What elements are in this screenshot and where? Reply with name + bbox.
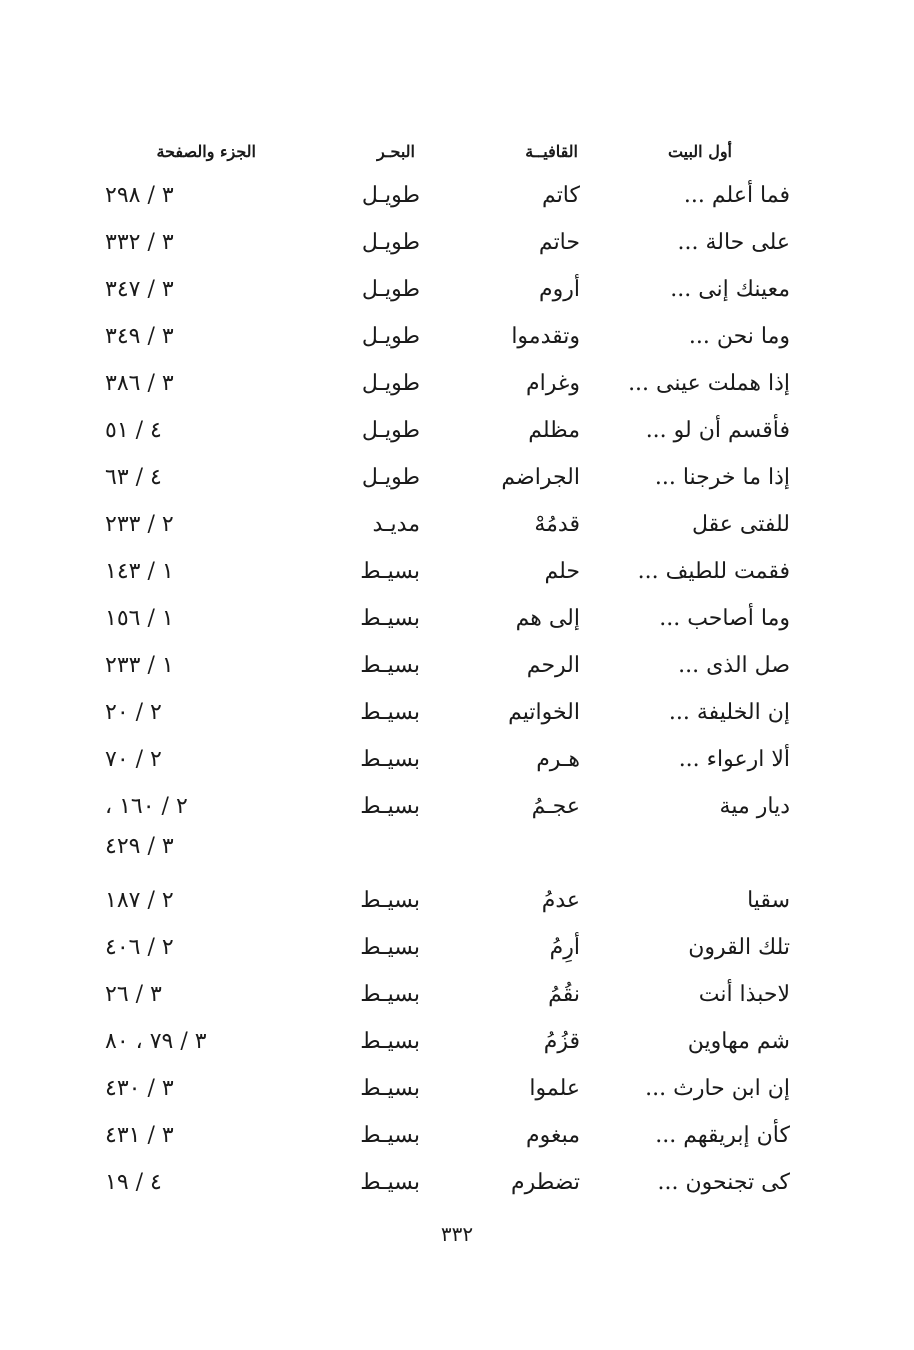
rhyme-word: تضطرم xyxy=(510,1170,580,1195)
meter-name: بسيـط xyxy=(360,559,420,584)
meter-name: بسيـط xyxy=(360,653,420,678)
rhyme-word: هـرم xyxy=(536,747,580,772)
volume-page-ref xyxy=(105,1116,255,1156)
volume-page-ref xyxy=(105,599,255,639)
verse-opening: تلك القرون xyxy=(688,935,790,960)
verse-opening: وما نحن ... xyxy=(688,324,790,349)
table-row xyxy=(105,689,800,736)
table-row xyxy=(105,1112,800,1159)
volume-page-ref xyxy=(105,1163,255,1203)
header-rhyme: القافيــة xyxy=(525,142,578,161)
rhyme-word: مبغوم xyxy=(525,1123,580,1148)
ref-line: ١ / ١٥٦ xyxy=(105,606,174,631)
meter-name: بسيـط xyxy=(360,700,420,725)
ref-line: ٢ / ٢٣٣ xyxy=(105,512,174,537)
verse-opening: فقمت للطيف ... xyxy=(637,559,790,584)
rhyme-word: وتقدموا xyxy=(511,324,580,349)
rhyme-word: الخواتيم xyxy=(508,700,580,725)
ref-line: ١ / ١٤٣ xyxy=(105,559,174,584)
meter-name: طويـل xyxy=(361,418,420,443)
ref-line: ٣ / ٤٣١ xyxy=(105,1123,174,1148)
meter-name: طويـل xyxy=(361,183,420,208)
rhyme-word: قزُمُ xyxy=(543,1029,580,1054)
ref-line: ٣ / ٤٢٩ xyxy=(105,834,174,859)
volume-page-ref xyxy=(105,458,255,498)
page-number: ٣٣٢ xyxy=(440,1222,474,1246)
rhyme-word: مظلم xyxy=(528,418,580,443)
rhyme-word: أروم xyxy=(539,277,580,302)
table-row xyxy=(105,266,800,313)
meter-name: طويـل xyxy=(361,371,420,396)
header-meter: البحـر xyxy=(377,142,415,161)
table-row xyxy=(105,877,800,924)
volume-page-ref xyxy=(105,975,255,1015)
meter-name: بسيـط xyxy=(360,1076,420,1101)
table-row xyxy=(105,1159,800,1206)
verse-opening: إذا ما خرجنا ... xyxy=(654,465,790,490)
ref-line: ٢ / ٢٠ xyxy=(105,700,162,725)
ref-line: ٤ / ١٩ xyxy=(105,1170,162,1195)
table-row xyxy=(105,219,800,266)
ref-line: ٣ / ٣٣٢ xyxy=(105,230,174,255)
verse-opening: إن ابن حارث ... xyxy=(645,1076,790,1101)
rhyme-word: حاتم xyxy=(538,230,580,255)
volume-page-ref xyxy=(105,411,255,451)
verse-opening: ديار مية xyxy=(719,794,790,819)
ref-line: ٢ / ١٦٠ ، xyxy=(105,794,188,819)
table-row xyxy=(105,454,800,501)
volume-page-ref xyxy=(105,1069,255,1109)
verse-opening: على حالة ... xyxy=(677,230,790,255)
meter-name: مديـد xyxy=(372,512,420,537)
ref-line: ٣ / ٤٣٠ xyxy=(105,1076,174,1101)
ref-line: ٣ / ٧٩ ، ٨٠ xyxy=(105,1029,207,1054)
meter-name: طويـل xyxy=(361,324,420,349)
meter-name: طويـل xyxy=(361,465,420,490)
table-body xyxy=(105,172,800,1206)
verse-opening: إن الخليفة ... xyxy=(668,700,790,725)
table-row xyxy=(105,783,800,877)
volume-page-ref xyxy=(105,740,255,780)
rhyme-word: أرِمُ xyxy=(549,935,580,960)
volume-page-ref xyxy=(105,693,255,733)
verse-opening: صل الذى ... xyxy=(678,653,790,678)
ref-line: ٣ / ٣٨٦ xyxy=(105,371,174,396)
rhyme-word: عجـمُ xyxy=(531,794,580,819)
table-row xyxy=(105,595,800,642)
volume-page-ref xyxy=(105,1022,255,1062)
table-row xyxy=(105,172,800,219)
volume-page-ref xyxy=(105,364,255,404)
rhyme-word: نقُمُ xyxy=(548,982,580,1007)
verse-opening: لاحبذا أنت xyxy=(698,982,790,1007)
meter-name: بسيـط xyxy=(360,606,420,631)
verse-opening: كى تجنحون ... xyxy=(657,1170,790,1195)
table-row xyxy=(105,501,800,548)
meter-name: بسيـط xyxy=(360,888,420,913)
verse-opening: للفتى عقل xyxy=(691,512,790,537)
rhyme-word: الرحم xyxy=(526,653,580,678)
table-row xyxy=(105,642,800,689)
ref-line: ٣ / ٢٦ xyxy=(105,982,162,1007)
table-row xyxy=(105,313,800,360)
rhyme-word: عدمُ xyxy=(541,888,580,913)
header-ref: الجزء والصفحة xyxy=(156,142,256,161)
rhyme-word: الجراضم xyxy=(501,465,580,490)
volume-page-ref xyxy=(105,881,255,921)
rhyme-word: وغرام xyxy=(525,371,580,396)
ref-line: ٤ / ٦٣ xyxy=(105,465,162,490)
volume-page-ref xyxy=(105,317,255,357)
table-row xyxy=(105,360,800,407)
ref-line: ٣ / ٣٤٧ xyxy=(105,277,174,302)
ref-line: ٢ / ٧٠ xyxy=(105,747,162,772)
table-row xyxy=(105,924,800,971)
meter-name: بسيـط xyxy=(360,1170,420,1195)
header-verse: أول البيت xyxy=(667,142,732,161)
meter-name: بسيـط xyxy=(360,1123,420,1148)
rhyme-word: قدمُهْ xyxy=(534,512,580,537)
ref-line: ٣ / ٢٩٨ xyxy=(105,183,174,208)
meter-name: بسيـط xyxy=(360,935,420,960)
verse-opening: فأقسم أن لو ... xyxy=(645,418,790,443)
verse-opening: كأن إبريقهم ... xyxy=(655,1123,790,1148)
table-header xyxy=(110,140,800,172)
volume-page-ref xyxy=(105,176,255,216)
meter-name: طويـل xyxy=(361,230,420,255)
verse-opening: فما أعلم ... xyxy=(683,183,790,208)
table-row xyxy=(105,407,800,454)
volume-page-ref xyxy=(105,552,255,592)
volume-page-ref xyxy=(105,928,255,968)
table-row xyxy=(105,548,800,595)
volume-page-ref xyxy=(105,787,255,867)
verse-opening: شم مهاوين xyxy=(687,1029,790,1054)
volume-page-ref xyxy=(105,646,255,686)
ref-line: ٤ / ٥١ xyxy=(105,418,162,443)
ref-line: ٢ / ٤٠٦ xyxy=(105,935,174,960)
rhyme-word: كاتم xyxy=(542,183,580,208)
volume-page-ref xyxy=(105,223,255,263)
table-row xyxy=(105,1018,800,1065)
meter-name: بسيـط xyxy=(360,747,420,772)
meter-name: بسيـط xyxy=(360,982,420,1007)
verse-opening: إذا هملت عينى ... xyxy=(628,371,790,396)
ref-line: ٣ / ٣٤٩ xyxy=(105,324,174,349)
verse-opening: معينك إنى ... xyxy=(670,277,790,302)
rhyme-word: إلى هم xyxy=(515,606,580,631)
ref-line: ١ / ٢٣٣ xyxy=(105,653,174,678)
meter-name: بسيـط xyxy=(360,794,420,819)
table-row xyxy=(105,971,800,1018)
volume-page-ref xyxy=(105,505,255,545)
verse-opening: وما أصاحب ... xyxy=(659,606,790,631)
volume-page-ref xyxy=(105,270,255,310)
meter-name: طويـل xyxy=(361,277,420,302)
table-row xyxy=(105,1065,800,1112)
verse-index-table xyxy=(105,140,800,1206)
rhyme-word: حلم xyxy=(544,559,580,584)
verse-opening: سقيا xyxy=(747,888,790,913)
verse-opening: ألا ارعواء ... xyxy=(678,747,790,772)
rhyme-word: علموا xyxy=(529,1076,580,1101)
meter-name: بسيـط xyxy=(360,1029,420,1054)
ref-line: ٢ / ١٨٧ xyxy=(105,888,174,913)
table-row xyxy=(105,736,800,783)
